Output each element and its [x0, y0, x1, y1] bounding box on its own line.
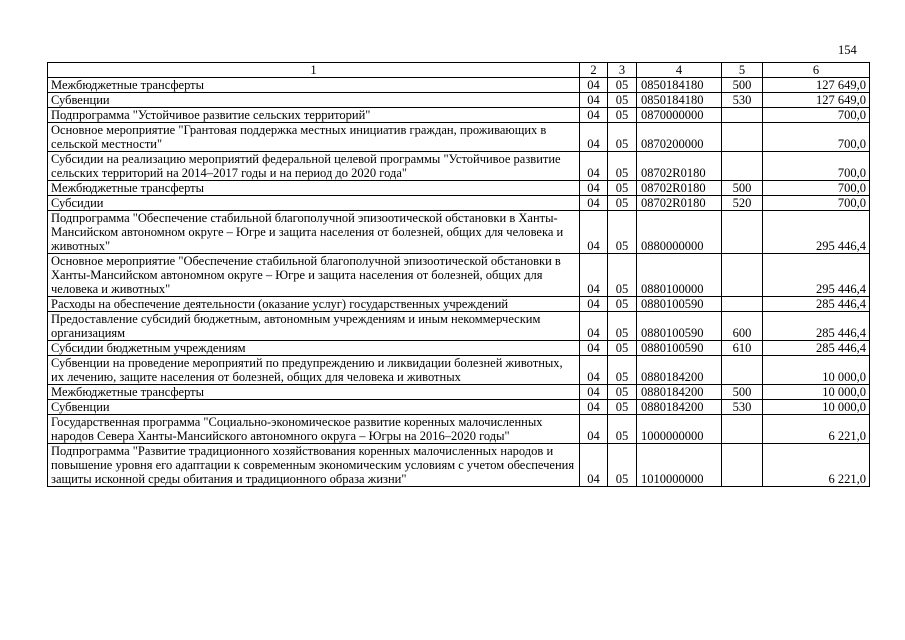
row-type-cell: [722, 297, 763, 312]
row-name-cell: Субвенции: [48, 400, 580, 415]
row-code-cell: 08702R0180: [637, 152, 722, 181]
row-code-cell: 0880184200: [637, 400, 722, 415]
row-sum-cell: 6 221,0: [763, 444, 870, 487]
row-name-cell: Подпрограмма "Устойчивое развитие сельских территорий": [48, 108, 580, 123]
row-code-cell: 0880100000: [637, 254, 722, 297]
row-sum-cell: 10 000,0: [763, 356, 870, 385]
row-subsection-cell: 05: [608, 211, 637, 254]
row-type-cell: 500: [722, 78, 763, 93]
table-row: [48, 196, 870, 211]
row-type-cell: [722, 152, 763, 181]
column-header: 1: [48, 63, 580, 78]
column-header: 6: [763, 63, 870, 78]
table-row: [48, 444, 870, 487]
column-header: 3: [608, 63, 637, 78]
row-sum-cell: 700,0: [763, 108, 870, 123]
row-section-cell: 04: [580, 93, 608, 108]
row-section-cell: 04: [580, 400, 608, 415]
table-row: [48, 78, 870, 93]
row-sum-cell: 700,0: [763, 196, 870, 211]
row-subsection-cell: 05: [608, 123, 637, 152]
row-name-cell: Субсидии на реализацию мероприятий федеральной целевой программы "Устойчивое развитие сельских территорий на 2014–2017 годы и на период до 2020 года": [48, 152, 580, 181]
row-code-cell: 1010000000: [637, 444, 722, 487]
table-row: [48, 108, 870, 123]
table-row: [48, 152, 870, 181]
table-body: [48, 63, 870, 487]
row-code-cell: 1000000000: [637, 415, 722, 444]
row-type-cell: [722, 211, 763, 254]
row-subsection-cell: 05: [608, 356, 637, 385]
column-header: 5: [722, 63, 763, 78]
row-type-cell: [722, 254, 763, 297]
row-sum-cell: 285 446,4: [763, 312, 870, 341]
row-sum-cell: 127 649,0: [763, 93, 870, 108]
row-subsection-cell: 05: [608, 196, 637, 211]
row-name-cell: Межбюджетные трансферты: [48, 78, 580, 93]
row-section-cell: 04: [580, 341, 608, 356]
row-type-cell: [722, 108, 763, 123]
table-row: [48, 211, 870, 254]
table-row: [48, 93, 870, 108]
table-header-row: [48, 63, 870, 78]
row-sum-cell: 700,0: [763, 152, 870, 181]
table-row: [48, 297, 870, 312]
row-sum-cell: 295 446,4: [763, 254, 870, 297]
table-row: [48, 123, 870, 152]
row-code-cell: 0850184180: [637, 93, 722, 108]
table-row: [48, 356, 870, 385]
table-row: [48, 385, 870, 400]
row-subsection-cell: 05: [608, 108, 637, 123]
row-name-cell: Предоставление субсидий бюджетным, автономным учреждениям и иным некоммерческим организациям: [48, 312, 580, 341]
row-sum-cell: 295 446,4: [763, 211, 870, 254]
row-code-cell: 0850184180: [637, 78, 722, 93]
row-name-cell: Субвенции на проведение мероприятий по предупреждению и ликвидации болезней животных, их лечению, защите населения от болезней, общих для человека и животных: [48, 356, 580, 385]
row-name-cell: Основное мероприятие "Обеспечение стабильной благополучной эпизоотической обстановки в Ханты-Мансийском автономном округе – Югре и защита населения от болезней, общих для человека и животных": [48, 254, 580, 297]
row-name-cell: Субвенции: [48, 93, 580, 108]
row-section-cell: 04: [580, 211, 608, 254]
row-name-cell: Подпрограмма "Обеспечение стабильной благополучной эпизоотической обстановки в Ханты-Мансийском автономном округе – Югре и защита населения от болезней, общих для человека и животных": [48, 211, 580, 254]
row-type-cell: 530: [722, 93, 763, 108]
row-subsection-cell: 05: [608, 400, 637, 415]
row-name-cell: Расходы на обеспечение деятельности (оказание услуг) государственных учреждений: [48, 297, 580, 312]
column-header: 2: [580, 63, 608, 78]
row-code-cell: 08702R0180: [637, 181, 722, 196]
row-code-cell: 0880184200: [637, 356, 722, 385]
row-name-cell: Подпрограмма "Развитие традиционного хозяйствования коренных малочисленных народов и повышение уровня его адаптации к современным экономическим условиям с учетом обеспечения защиты исконной среды обитания и традиционного образа жизни": [48, 444, 580, 487]
table-row: [48, 400, 870, 415]
row-section-cell: 04: [580, 356, 608, 385]
row-name-cell: Государственная программа "Социально-экономическое развитие коренных малочисленных народов Севера Ханты-Мансийского автономного округа – Югры на 2016–2020 годы": [48, 415, 580, 444]
column-header: 4: [637, 63, 722, 78]
row-sum-cell: 10 000,0: [763, 385, 870, 400]
row-code-cell: 0870200000: [637, 123, 722, 152]
row-name-cell: Межбюджетные трансферты: [48, 181, 580, 196]
row-type-cell: [722, 415, 763, 444]
row-section-cell: 04: [580, 254, 608, 297]
row-section-cell: 04: [580, 312, 608, 341]
row-section-cell: 04: [580, 415, 608, 444]
row-section-cell: 04: [580, 181, 608, 196]
row-sum-cell: 285 446,4: [763, 341, 870, 356]
row-name-cell: Межбюджетные трансферты: [48, 385, 580, 400]
row-type-cell: [722, 123, 763, 152]
table-row: [48, 415, 870, 444]
row-type-cell: 600: [722, 312, 763, 341]
row-code-cell: 0880100590: [637, 297, 722, 312]
row-section-cell: 04: [580, 444, 608, 487]
budget-table: [47, 62, 870, 487]
row-section-cell: 04: [580, 385, 608, 400]
row-subsection-cell: 05: [608, 152, 637, 181]
row-sum-cell: 700,0: [763, 181, 870, 196]
row-subsection-cell: 05: [608, 297, 637, 312]
row-code-cell: 0880184200: [637, 385, 722, 400]
row-subsection-cell: 05: [608, 312, 637, 341]
row-section-cell: 04: [580, 152, 608, 181]
row-type-cell: [722, 356, 763, 385]
row-subsection-cell: 05: [608, 254, 637, 297]
row-sum-cell: 700,0: [763, 123, 870, 152]
row-name-cell: Основное мероприятие "Грантовая поддержка местных инициатив граждан, проживающих в сельской местности": [48, 123, 580, 152]
row-section-cell: 04: [580, 108, 608, 123]
row-subsection-cell: 05: [608, 93, 637, 108]
row-subsection-cell: 05: [608, 444, 637, 487]
row-name-cell: Субсидии бюджетным учреждениям: [48, 341, 580, 356]
row-sum-cell: 127 649,0: [763, 78, 870, 93]
row-type-cell: 500: [722, 181, 763, 196]
row-code-cell: 0880000000: [637, 211, 722, 254]
row-section-cell: 04: [580, 297, 608, 312]
row-sum-cell: 10 000,0: [763, 400, 870, 415]
row-section-cell: 04: [580, 196, 608, 211]
row-subsection-cell: 05: [608, 181, 637, 196]
row-type-cell: [722, 444, 763, 487]
table-row: [48, 254, 870, 297]
row-code-cell: 0880100590: [637, 341, 722, 356]
table-row: [48, 312, 870, 341]
row-type-cell: 520: [722, 196, 763, 211]
table-row: [48, 341, 870, 356]
row-sum-cell: 6 221,0: [763, 415, 870, 444]
row-type-cell: 610: [722, 341, 763, 356]
row-type-cell: 530: [722, 400, 763, 415]
row-sum-cell: 285 446,4: [763, 297, 870, 312]
table-row: [48, 181, 870, 196]
page-number: 154: [838, 43, 857, 57]
row-subsection-cell: 05: [608, 78, 637, 93]
row-code-cell: 08702R0180: [637, 196, 722, 211]
row-subsection-cell: 05: [608, 341, 637, 356]
row-section-cell: 04: [580, 78, 608, 93]
row-type-cell: 500: [722, 385, 763, 400]
row-code-cell: 0880100590: [637, 312, 722, 341]
row-name-cell: Субсидии: [48, 196, 580, 211]
row-section-cell: 04: [580, 123, 608, 152]
row-subsection-cell: 05: [608, 415, 637, 444]
row-code-cell: 0870000000: [637, 108, 722, 123]
row-subsection-cell: 05: [608, 385, 637, 400]
